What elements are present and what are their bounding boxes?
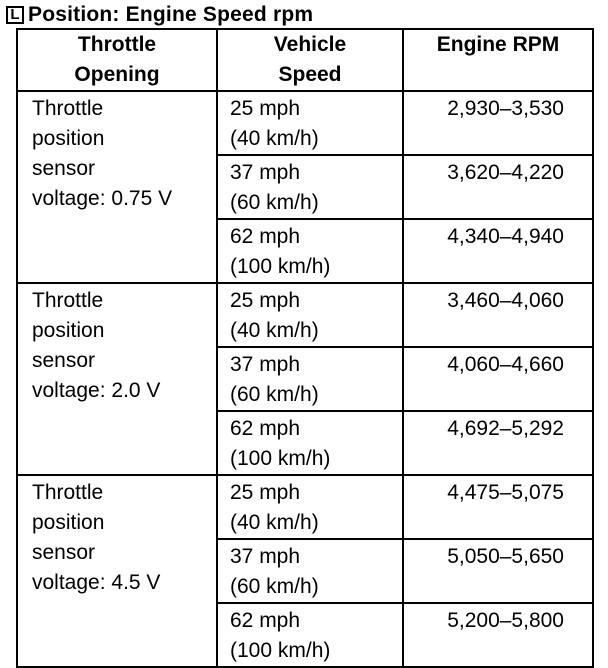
title-text: Position: Engine Speed rpm bbox=[28, 3, 314, 26]
table-row bbox=[17, 91, 593, 155]
vehicle-speed-cell bbox=[217, 539, 403, 603]
header-line: Opening bbox=[74, 63, 160, 86]
vehicle-speed-cell bbox=[217, 411, 403, 475]
table-title bbox=[6, 2, 313, 28]
position-letter-box: L bbox=[6, 6, 24, 24]
engine-rpm-cell: 4,060–4,660 bbox=[403, 347, 593, 411]
opening-line: Throttle bbox=[32, 289, 104, 312]
opening-line: position bbox=[32, 127, 105, 150]
speed-mph: 37 mph bbox=[230, 353, 301, 376]
opening-line: Throttle bbox=[32, 97, 104, 120]
vehicle-speed-cell bbox=[217, 475, 403, 539]
engine-rpm-cell: 4,692–5,292 bbox=[403, 411, 593, 475]
speed-mph: 62 mph bbox=[230, 609, 301, 632]
table-row bbox=[17, 475, 593, 539]
speed-kmh: (60 km/h) bbox=[230, 575, 319, 598]
engine-rpm-cell: 2,930–3,530 bbox=[403, 91, 593, 155]
speed-kmh: (100 km/h) bbox=[230, 255, 331, 278]
speed-mph: 25 mph bbox=[230, 97, 301, 120]
header-line: Speed bbox=[278, 63, 342, 86]
opening-line: sensor bbox=[32, 157, 96, 180]
throttle-opening-cell bbox=[17, 475, 217, 667]
engine-rpm-cell: 3,460–4,060 bbox=[403, 283, 593, 347]
vehicle-speed-cell bbox=[217, 283, 403, 347]
speed-kmh: (40 km/h) bbox=[230, 319, 319, 342]
speed-mph: 25 mph bbox=[230, 289, 301, 312]
header-throttle-opening bbox=[17, 29, 217, 91]
opening-line: position bbox=[32, 319, 105, 342]
vehicle-speed-cell bbox=[217, 155, 403, 219]
opening-line: sensor bbox=[32, 349, 96, 372]
vehicle-speed-cell bbox=[217, 219, 403, 283]
engine-rpm-cell: 3,620–4,220 bbox=[403, 155, 593, 219]
vehicle-speed-cell bbox=[217, 603, 403, 667]
header-line: Throttle bbox=[77, 33, 157, 56]
speed-kmh: (40 km/h) bbox=[230, 511, 319, 534]
speed-mph: 25 mph bbox=[230, 481, 301, 504]
vehicle-speed-cell bbox=[217, 91, 403, 155]
opening-line: voltage: 4.5 V bbox=[32, 571, 161, 594]
opening-line: voltage: 0.75 V bbox=[32, 187, 173, 210]
speed-mph: 62 mph bbox=[230, 225, 301, 248]
speed-kmh: (100 km/h) bbox=[230, 639, 331, 662]
speed-kmh: (60 km/h) bbox=[230, 191, 319, 214]
throttle-opening-cell bbox=[17, 91, 217, 283]
opening-line: sensor bbox=[32, 541, 96, 564]
speed-kmh: (60 km/h) bbox=[230, 383, 319, 406]
engine-rpm-cell: 4,475–5,075 bbox=[403, 475, 593, 539]
speed-kmh: (100 km/h) bbox=[230, 447, 331, 470]
engine-rpm-cell: 4,340–4,940 bbox=[403, 219, 593, 283]
engine-speed-table bbox=[16, 28, 594, 668]
header-line: Engine RPM bbox=[436, 33, 560, 56]
vehicle-speed-cell bbox=[217, 347, 403, 411]
header-vehicle-speed bbox=[217, 29, 403, 91]
opening-line: voltage: 2.0 V bbox=[32, 379, 161, 402]
speed-mph: 37 mph bbox=[230, 545, 301, 568]
speed-mph: 37 mph bbox=[230, 161, 301, 184]
table-row bbox=[17, 283, 593, 347]
engine-rpm-cell: 5,200–5,800 bbox=[403, 603, 593, 667]
header-engine-rpm bbox=[403, 29, 593, 91]
speed-kmh: (40 km/h) bbox=[230, 127, 319, 150]
header-line: Vehicle bbox=[273, 33, 347, 56]
speed-mph: 62 mph bbox=[230, 417, 301, 440]
throttle-opening-cell bbox=[17, 283, 217, 475]
header-row bbox=[17, 29, 593, 91]
opening-line: Throttle bbox=[32, 481, 104, 504]
opening-line: position bbox=[32, 511, 105, 534]
engine-rpm-cell: 5,050–5,650 bbox=[403, 539, 593, 603]
